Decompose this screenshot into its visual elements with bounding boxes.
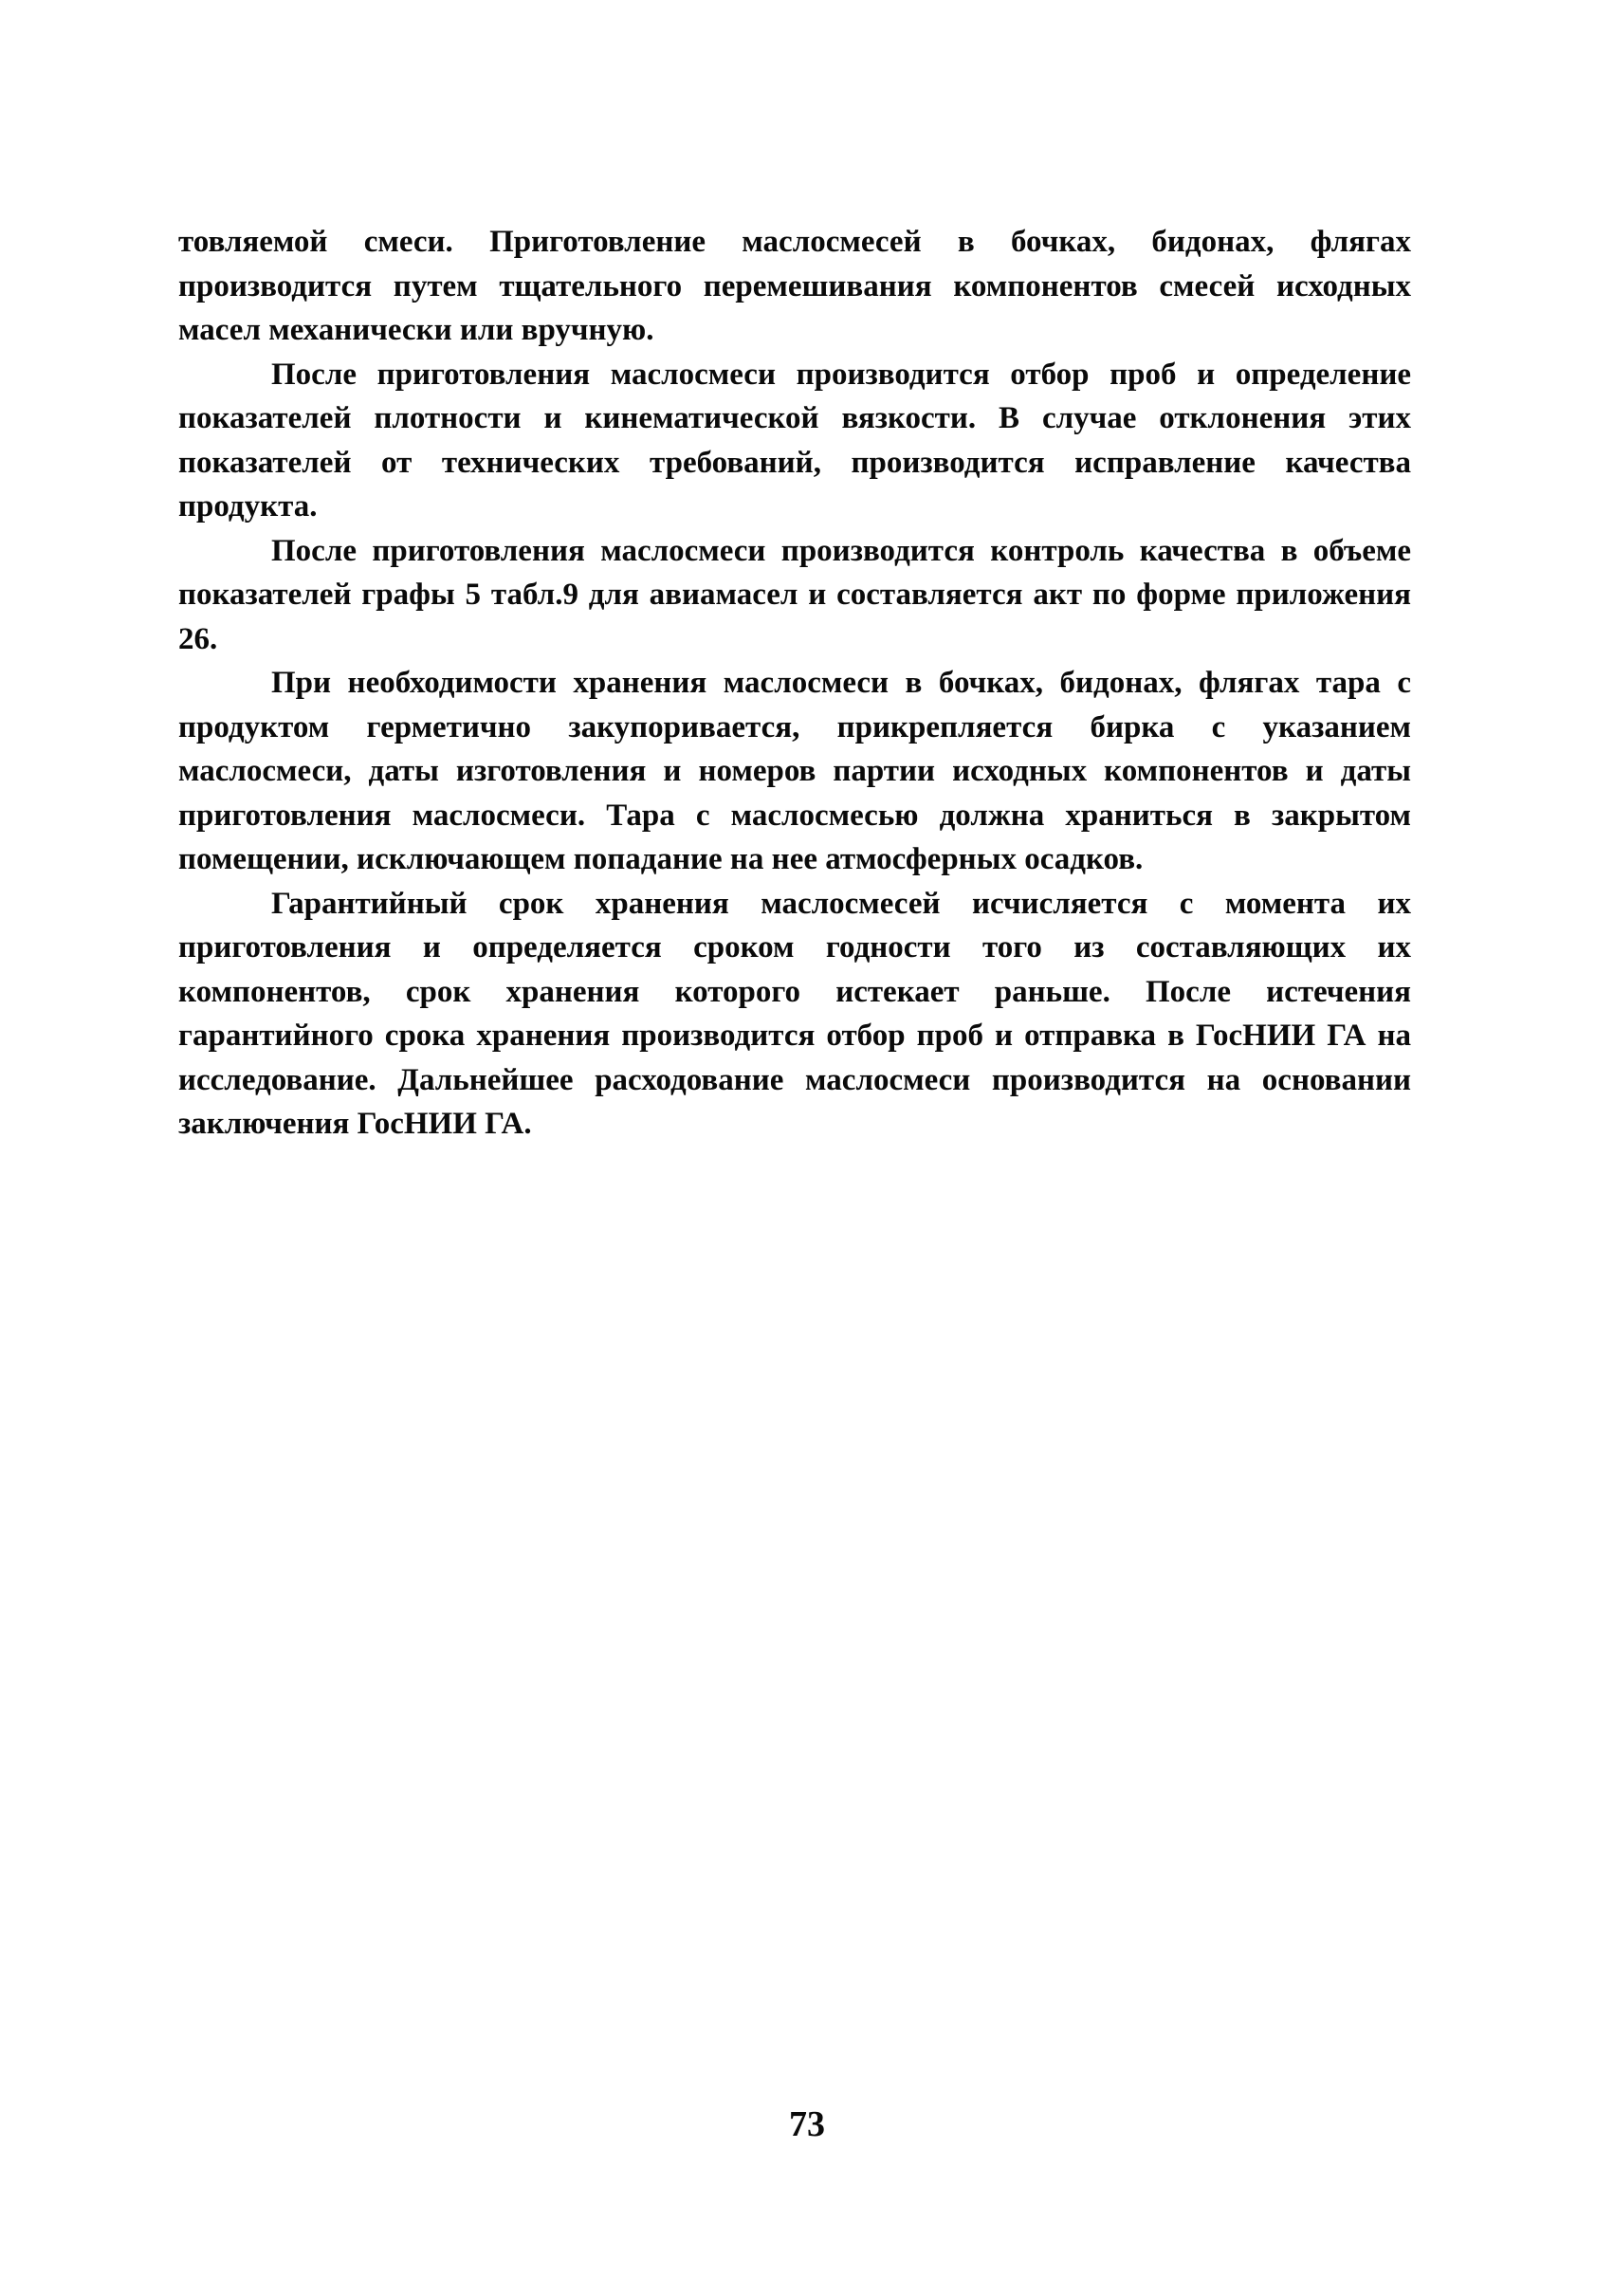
paragraph-warranty: Гарантийный срок хранения маслосмесей исчисляется с момента их приготовления и определяется сроком годности того из составляющих их компонентов, срок хранения которого истекает раньше. После истечения гарантийного срока хранения производится отбор проб и отправка в ГосНИИ ГА на исследование. Дальнейшее расходование маслосмеси производится на основании заключения ГосНИИ ГА. <box>178 886 1411 1141</box>
paragraph-storage: При необходимости хранения маслосмеси в бочках, бидонах, флягах тара с продуктом герметично закупоривается, прикрепляется бирка с указанием маслосмеси, даты изготовления и номеров партии исходных компонентов и даты приготовления маслосмеси. Тара с маслосмесью должна храниться в закрытом помещении, исключающем попадание на нее атмосферных осадков. <box>178 666 1411 876</box>
paragraph-continuation: товляемой смеси. Приготовление маслосмесей в бочках, бидонах, флягах производится путем тщательного перемешивания компонентов смесей исходных масел механически или вручную. <box>178 225 1411 347</box>
page-number: 73 <box>789 2104 825 2144</box>
paragraph-quality-control: После приготовления маслосмеси производится контроль качества в объеме показателей графы 5 табл.9 для авиамасел и составляется акт по форме приложения 26. <box>178 533 1411 656</box>
body-text <box>178 220 1411 1147</box>
paragraph-sampling: После приготовления маслосмеси производится отбор проб и определение показателей плотности и кинематической вязкости. В случае отклонения этих показателей от технических требований, производится исправление качества продукта. <box>178 357 1411 523</box>
